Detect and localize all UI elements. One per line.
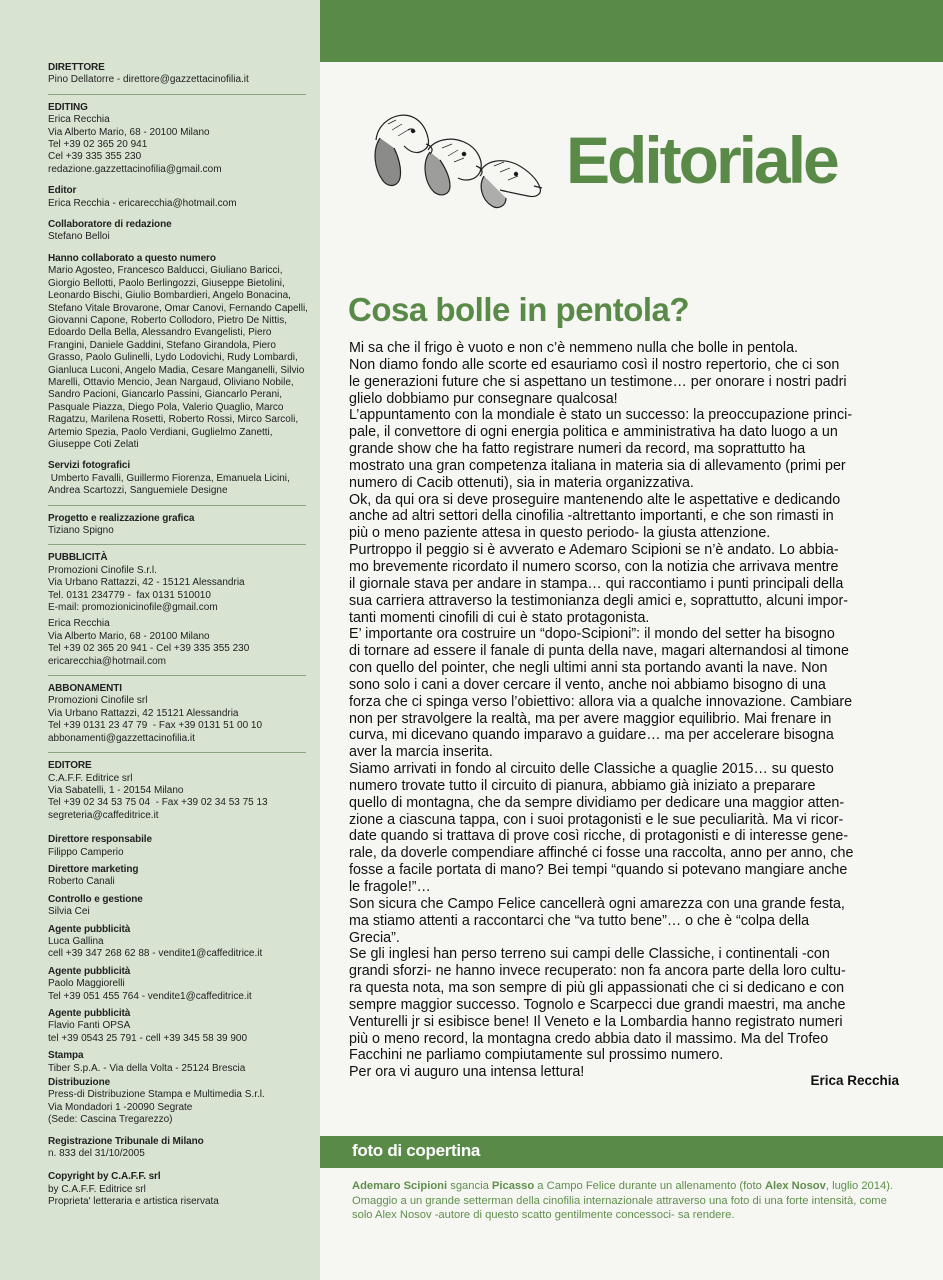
masthead-line: Promozioni Cinofile S.r.l. (48, 564, 157, 576)
masthead-line: Via Alberto Mario, 68 - 20100 Milano (48, 126, 210, 138)
masthead-title: ABBONAMENTI (48, 683, 122, 695)
masthead-agente-1 (48, 924, 306, 961)
caption-text: , luglio 2014). (825, 1180, 894, 1192)
masthead-title: Stampa (48, 1050, 84, 1062)
article-line: fosse a facile portata di mano? Bei tempi “quando si potevano mangiare anche (349, 862, 848, 879)
masthead-editore (48, 760, 306, 822)
masthead-line: Giuseppe Coti Zelati (48, 438, 139, 450)
masthead-title: Registrazione Tribunale di Milano (48, 1135, 204, 1147)
masthead-line: Giovanni Capone, Roberto Collodoro, Pietro De Nittis, (48, 314, 288, 326)
article-line: mo brevemente ricordato il numero scorso, con la notizia che arrivava mentre (349, 558, 839, 575)
article-line: pale, il convettore di ogni energia politica e amministrativa ha dato luogo a un (349, 424, 838, 441)
article-column (320, 0, 943, 1280)
article-line: Grecia”. (349, 929, 400, 946)
article-line: zione a ciascuna tappa, con i suoi protagonisti e le sue peculiarità. Ma vi ricor- (349, 811, 844, 828)
article-line: Facchini ne parliamo compiutamente sul prossimo numero. (349, 1047, 724, 1064)
masthead-line: by C.A.F.F. Editrice srl (48, 1183, 146, 1195)
masthead-line: tel +39 0543 25 791 - cell +39 345 58 39 900 (48, 1032, 248, 1044)
caption-text: sgancia (447, 1180, 492, 1192)
masthead-line: Promozioni Cinofile srl (48, 695, 148, 707)
email-link[interactable]: redazione.gazzettacinofilia@gmail.com (48, 163, 222, 175)
article-line: grande show che ha fatto registrare numeri da record, ma soprattutto ha (349, 441, 806, 458)
masthead-line: Tiziano Spigno (48, 525, 114, 536)
masthead-line: Edoardo Della Bella, Alessandro Evangelisti, Piero (48, 327, 272, 339)
cover-caption (352, 1179, 922, 1223)
masthead-line: Tel +39 051 455 764 - vendite1@caffeditrice.it (48, 990, 252, 1002)
masthead-title: EDITORE (48, 760, 92, 772)
masthead-contributors (48, 253, 306, 452)
article-line: le generazioni future che si aspettano un testimone… per onorare i nostri padri (349, 373, 847, 390)
masthead-title: Agente pubblicità (48, 1008, 131, 1019)
email-link[interactable]: ericarecchia@hotmail.com (48, 655, 166, 667)
masthead-line: Tel +39 0131 23 47 79 - Fax +39 0131 51 00 10 (48, 720, 263, 732)
article-line: Siamo arrivati in fondo al circuito delle Classiche a quaglie 2015… su questo (349, 761, 834, 778)
masthead-title: Collaboratore di redazione (48, 219, 172, 231)
article-line: rale, da doverle compendiare affinché ci fosse una raccolta, anno per anno, che (349, 845, 854, 862)
article-line: Non diamo fondo alle scorte ed esauriamo così il nostro repertorio, che ci son (349, 356, 840, 373)
masthead-title: Controllo e gestione (48, 893, 143, 905)
masthead-line: Andrea Scartozzi, Sanguemiele Designe (48, 485, 228, 497)
article-line: sempre maggior successo. Tognolo e Scarpecci due grandi maestri, ma anche (349, 996, 846, 1013)
masthead-line: Silvia Cei (48, 906, 90, 918)
caption-name: Ademaro Scipioni (352, 1180, 448, 1192)
caption-name: Alex Nosov (764, 1180, 826, 1192)
masthead-line: Sandro Pacioni, Giancarlo Passini, Giancarlo Perani, (48, 389, 283, 401)
article-line: Son sicura che Campo Felice cancellerà ogni amarezza con una grande festa, (349, 895, 845, 912)
email-link[interactable]: E-mail: promozionicinofile@gmail.com (48, 602, 218, 614)
article-line: E’ importante ora costruire un “dopo-Scipioni”: il mondo del setter ha bisogno (349, 626, 835, 643)
caption-name: Picasso (491, 1180, 535, 1192)
masthead-editor (48, 185, 306, 210)
article-signature: Erica Recchia (810, 1073, 899, 1088)
article-line: curva, mi dicevano quando imparavo a guidare… ma per accelerare bisogna (349, 727, 834, 744)
masthead-line: Via Sabatelli, 1 - 20154 Milano (48, 784, 184, 796)
masthead-line: Filippo Camperio (48, 846, 124, 858)
masthead-direttore-responsabile (48, 834, 306, 859)
masthead-registrazione (48, 1136, 306, 1161)
article-line: numero trovate tutto il circuito di pianura, abbiamo già iniziato a preparare (349, 777, 816, 794)
article-headline: Cosa bolle in pentola? (348, 291, 690, 328)
masthead-line: Via Urbano Rattazzi, 42 15121 Alessandria (48, 707, 239, 719)
masthead-line: Marelli, Ottavio Mencio, Jean Nargaud, Oliviano Nobile, (48, 376, 294, 388)
masthead-line: Pino Dellatorre - direttore@gazzettacinofilia.it (48, 74, 249, 86)
masthead-line: Stefano Belloi (48, 231, 110, 243)
masthead-line: Stefano Vitale Brovarone, Omar Canovi, Fernando Capelli, (48, 302, 308, 314)
masthead-line: Cel +39 335 355 230 (48, 151, 142, 163)
masthead-line: Erica Recchia (48, 114, 110, 126)
masthead-design (48, 513, 306, 546)
caption-line (352, 1179, 922, 1194)
article-line: Mi sa che il frigo è vuoto e non c’è nemmeno nulla che bolle in pentola. (349, 340, 799, 356)
masthead-pubblicita (48, 552, 306, 676)
masthead-line: Frangini, Daniele Gaddini, Stefano Girandola, Piero (48, 339, 276, 351)
masthead-title: PUBBLICITÀ (48, 552, 108, 564)
masthead-line: Tel +39 02 34 53 75 04 - Fax +39 02 34 53 75 13 (48, 797, 268, 809)
email-link[interactable]: segreteria@caffeditrice.it (48, 809, 159, 821)
article-line: ra questa nota, ma son sempre di più gli appassionati che ci si dedicano e con (349, 980, 845, 997)
article-body (349, 340, 919, 1081)
article-line: sua carriera attraverso la testimonianza degli amici e, soprattutto, alcuni impor- (349, 592, 849, 609)
masthead-line: Grasso, Paolo Gulinelli, Lydo Lodovichi, Rudy Lombardi, (48, 352, 298, 364)
masthead-title: Hanno collaborato a questo numero (48, 252, 216, 264)
masthead-line: Proprieta' letteraria e artistica riservata (48, 1196, 219, 1208)
masthead-line: Via Mondadori 1 -20090 Segrate (48, 1101, 193, 1113)
article-line: di tornare ad essere il fanale di punta della nave, magari alternandosi al timone (349, 643, 849, 660)
masthead-title: Servizi fotografici (48, 460, 131, 472)
article-line: Purtroppo il peggio si è avverato e Ademaro Scipioni se n’è andato. Lo abbia- (349, 542, 839, 559)
masthead-line: Ragatzu, Marilena Rosetti, Roberto Rossi, Mirco Sarcoli, (48, 414, 299, 426)
masthead-line: Tel +39 02 365 20 941 (48, 139, 148, 151)
masthead-title: Progetto e realizzazione grafica (48, 512, 195, 524)
masthead-distribuzione (48, 1077, 306, 1127)
masthead-marketing (48, 864, 306, 889)
article-line: più o meno record, la montagna credo abbia dato il massimo. Ma del Trofeo (349, 1030, 829, 1047)
masthead-line: Gianluca Luconi, Angelo Madia, Cesare Manganelli, Silvio (48, 364, 305, 376)
masthead-line: Tel. 0131 234779 - fax 0131 510010 (48, 589, 211, 601)
cover-photo-bar (320, 1136, 943, 1168)
dog-heads-illustration (368, 100, 548, 215)
masthead-line: Giorgio Bellotti, Paolo Berlingozzi, Giuseppe Bietolini, (48, 277, 285, 289)
article-line: Ok, da qui ora si deve proseguire mantenendo alte le aspettative e dedicando (349, 491, 841, 508)
masthead-copyright (48, 1171, 306, 1208)
masthead-line: Via Urbano Rattazzi, 42 - 15121 Alessandria (48, 577, 245, 589)
caption-line: solo Alex Nosov -autore di questo scatto gentilmente concessoci- sa rendere. (352, 1209, 735, 1222)
article-line: Per ora vi auguro una intensa lettura! (349, 1064, 585, 1081)
masthead-title: Editor (48, 185, 77, 197)
masthead-line: cell +39 347 268 62 88 - vendite1@caffeditrice.it (48, 948, 263, 960)
article-line: mostrato una gran competenza italiana in materia sia di allevamento (primi per (349, 457, 846, 474)
article-line: più o meno paziente attesa in questo periodo- la giusta attenzione. (349, 525, 771, 542)
article-line: il giornale stava per andare in stampa… qui raccontiamo i punti principali della (349, 575, 844, 592)
masthead-line: Paolo Maggiorelli (48, 978, 125, 990)
article-line: aver la marcia inserita. (349, 744, 493, 761)
masthead-agente-2 (48, 966, 306, 1003)
masthead-title: Direttore marketing (48, 863, 139, 875)
article-line: non per stravolgere la realtà, ma per avere maggior equilibrio. Mai frenare in (349, 710, 832, 727)
masthead-editing (48, 102, 306, 176)
masthead-line: Flavio Fanti OPSA (48, 1020, 131, 1032)
masthead-photos (48, 460, 306, 505)
masthead-title: DIRETTORE (48, 62, 105, 73)
masthead-title: Agente pubblicità (48, 923, 131, 935)
article-line: ma stiamo attenti a raccontarci che “va tutto bene”… o che è “colpa della (349, 912, 810, 929)
masthead-stampa (48, 1050, 306, 1075)
cover-photo-label: foto di copertina (352, 1141, 481, 1160)
article-line: Se gli inglesi han perso terreno sui campi delle Classiche, i continentali -con (349, 946, 830, 963)
caption-text: a Campo Felice durante un allenamento (foto (534, 1180, 765, 1192)
masthead-line: Pasquale Piazza, Diego Pola, Valerio Quaglio, Marco (48, 401, 284, 413)
masthead-controllo (48, 894, 306, 919)
masthead-title: Direttore responsabile (48, 834, 152, 846)
article-line: L’appuntamento con la mondiale è stato un successo: la preoccupazione princi- (349, 407, 853, 424)
masthead-direttore (48, 62, 306, 95)
article-line: anche ad altri settori della cinofilia -altrettanto importanti, e che son rimasti in (349, 508, 834, 525)
masthead-line: Roberto Canali (48, 876, 115, 888)
article-line: quello di montagna, che da sempre dividiamo per dedicare una maggior atten- (349, 794, 845, 811)
masthead-abbonamenti (48, 683, 306, 753)
article-line: Venturelli jr si esibisce bene! Il Veneto e la Lombardia hanno registrato numeri (349, 1013, 843, 1030)
masthead-line: Umberto Favalli, Guillermo Fiorenza, Emanuela Licini, (48, 472, 290, 484)
masthead-line: Press-di Distribuzione Stampa e Multimedia S.r.l. (48, 1089, 265, 1101)
masthead-line: Leonardo Bischi, Giulio Bombardieri, Angelo Bonacina, (48, 290, 291, 302)
article-line: date quando si trattava di prove così ricche, di protagonisti e di interesse gene- (349, 828, 849, 845)
masthead-line: Erica Recchia - ericarecchia@hotmail.com (48, 197, 237, 209)
article-line: le fragole!”… (349, 879, 431, 895)
section-title: Editoriale (566, 123, 837, 197)
article-line: con quello del pointer, che negli ultimi anni sta portando avanti la nave. Non (349, 660, 828, 677)
article-line: numero di Cacib ottenuti), sia in materia organizzativa. (349, 474, 694, 491)
masthead-column (0, 0, 320, 1280)
masthead-title: EDITING (48, 101, 88, 113)
masthead-line: Artemio Spezia, Paolo Verdiani, Guglielmo Zanetti, (48, 426, 273, 438)
email-link[interactable]: abbonamenti@gazzettacinofilia.it (48, 732, 195, 744)
masthead-line: Tiber S.p.A. - Via della Volta - 25124 Brescia (48, 1062, 246, 1074)
masthead-line: (Sede: Cascina Tregarezzo) (48, 1114, 173, 1126)
masthead-agente-3 (48, 1008, 306, 1045)
article-line: tanti momenti cinofili di cui è stato protagonista. (349, 609, 650, 626)
masthead-collaboratore (48, 219, 306, 244)
masthead-line: C.A.F.F. Editrice srl (48, 772, 133, 784)
article-line: grandi sforzi- ne hanno invece recuperato: non fa ancora parte della loro cultu- (349, 963, 846, 980)
article-line: sono solo i cani a dover cercare il vento, anche noi abbiamo bisogno di una (349, 676, 826, 693)
masthead-line: Tel +39 02 365 20 941 - Cel +39 335 355 230 (48, 643, 250, 655)
masthead-line: Mario Agosteo, Francesco Balducci, Giuliano Baricci, (48, 265, 283, 277)
article-line: glielo dobbiamo pur consegnare qualcosa! (349, 390, 618, 407)
masthead-line: Via Alberto Mario, 68 - 20100 Milano (48, 630, 210, 642)
article-line: forza che ci spinga verso l’obiettivo: allora via a qualche innovazione. Cambiare (349, 693, 853, 710)
masthead-line: Erica Recchia (48, 618, 110, 630)
caption-line: Omaggio a un grande setterman della cinofilia internazionale attraverso una foto di una forte intensità, come (352, 1194, 887, 1207)
masthead-title: Copyright by C.A.F.F. srl (48, 1171, 161, 1183)
masthead-line: n. 833 del 31/10/2005 (48, 1148, 145, 1160)
masthead-line: Luca Gallina (48, 935, 104, 947)
header-bar (320, 0, 943, 62)
masthead-title: Distribuzione (48, 1077, 111, 1089)
masthead-title: Agente pubblicità (48, 965, 131, 977)
